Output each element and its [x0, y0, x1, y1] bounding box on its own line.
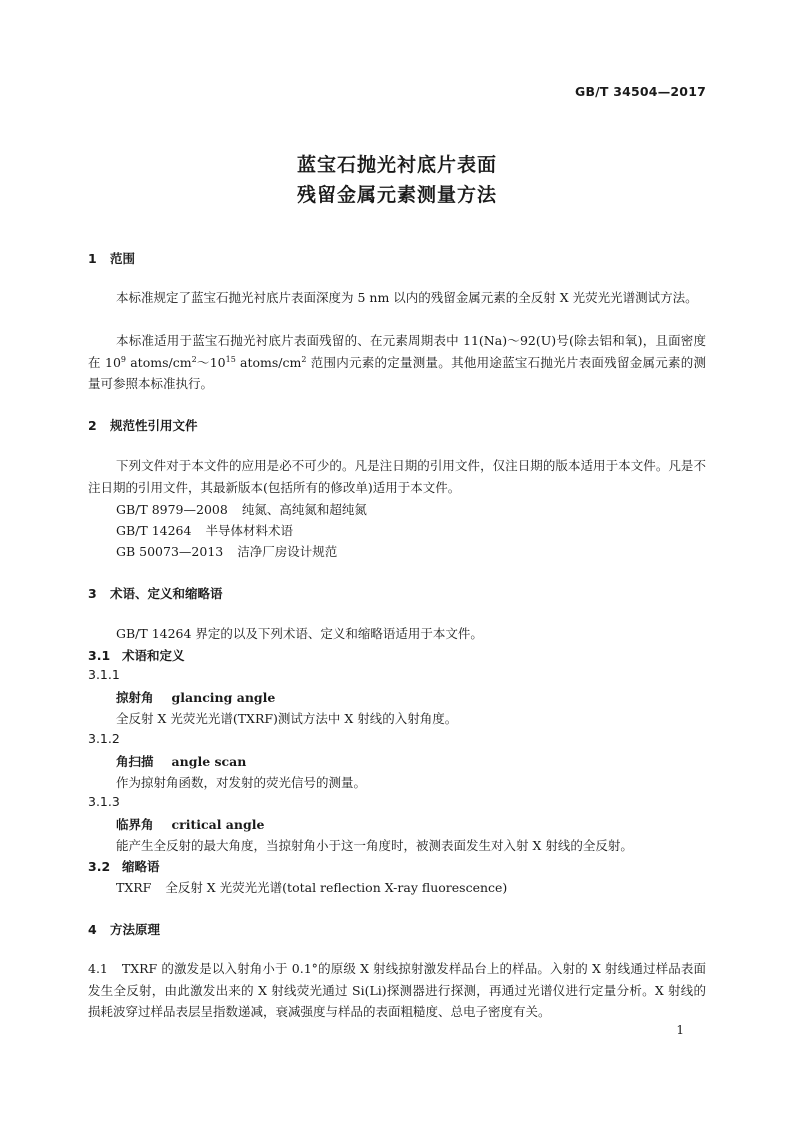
standard-code: GB/T 34504—2017 — [574, 84, 706, 99]
reference-item: GB 50073—2013 洁净厂房设计规范 — [116, 544, 338, 559]
page-number: 1 — [676, 1023, 684, 1037]
clause-4-1: 4.1 TXRF 的激发是以入射角小于 0.1°的原级 X 射线掠射激发样品台上的样品。入射的 X 射线通过样品表面发生全反射，由此激发出来的 X 射线荧光通过 Si(Li)探测器进行探测，再通过光谱仪进行定量分析。X 射线的损耗波穿过样品表层呈指数递减，衰减强度与样品的表面粗糙度、总电子密度有关。 — [88, 961, 706, 1019]
document-title-line-2: 残留金属元素测量方法 — [296, 184, 497, 206]
term-number: 3.1.3 — [88, 794, 120, 809]
section-title: 范围 — [110, 251, 136, 266]
section-3-heading — [88, 584, 223, 602]
term-definition: 作为掠射角函数，对发射的荧光信号的测量。 — [116, 775, 367, 790]
document-title-line-1: 蓝宝石抛光衬底片表面 — [296, 154, 497, 176]
reference-item: GB/T 14264 半导体材料术语 — [116, 523, 293, 538]
reference-item: GB/T 8979—2008 纯氮、高纯氮和超纯氮 — [116, 502, 367, 517]
section-number: 1 — [88, 251, 97, 266]
section-3-paragraph-1: GB/T 14264 界定的以及下列术语、定义和缩略语适用于本文件。 — [116, 626, 483, 641]
term-heading: 掠射角 glancing angle — [116, 690, 276, 705]
section-1-heading — [88, 249, 135, 267]
subsection-3-2-heading: 3.2 缩略语 — [88, 859, 160, 874]
section-title: 规范性引用文件 — [110, 418, 198, 433]
term-definition: 能产生全反射的最大角度，当掠射角小于这一角度时，被测表面发生对入射 X 射线的全反射。 — [116, 838, 633, 853]
section-1-paragraph-2: 本标准适用于蓝宝石抛光衬底片表面残留的、在元素周期表中 11(Na)～92(U)号(除去铝和氧)，且面密度在 $10^9$ atoms/$cm^2\sim 10^{15}$ atoms/$cm^2$ 范围内元素的定量测量。其他用途蓝宝石抛光片表面残留金属元素的测量可参照本标准执行。 — [88, 333, 707, 391]
section-number: 3 — [88, 586, 97, 601]
clause-number: 4.1 — [88, 961, 108, 976]
section-2-paragraph-1: 下列文件对于本文件的应用是必不可少的。凡是注日期的引用文件，仅注日期的版本适用于本文件。凡是不注日期的引用文件，其最新版本(包括所有的修改单)适用于本文件。 — [88, 458, 706, 495]
term-heading: 临界角 critical angle — [116, 817, 265, 832]
abbreviation-item: TXRF 全反射 X 光荧光光谱(total reflection X-ray fluorescence) — [116, 880, 508, 895]
section-4-heading — [88, 920, 160, 938]
term-number: 3.1.2 — [88, 731, 120, 746]
section-title: 术语、定义和缩略语 — [110, 586, 223, 601]
section-2-heading — [88, 416, 198, 434]
term-heading: 角扫描 angle scan — [116, 754, 247, 769]
section-number: 4 — [88, 922, 97, 937]
subsection-3-1-heading: 3.1 术语和定义 — [88, 648, 185, 663]
section-1-paragraph-1: 本标准规定了蓝宝石抛光衬底片表面深度为 5 nm 以内的残留金属元素的全反射 X 光荧光光谱测试方法。 — [116, 290, 698, 305]
term-definition: 全反射 X 光荧光光谱(TXRF)测试方法中 X 射线的入射角度。 — [116, 711, 458, 726]
section-number: 2 — [88, 418, 97, 433]
term-number: 3.1.1 — [88, 667, 120, 682]
section-title: 方法原理 — [110, 922, 161, 937]
